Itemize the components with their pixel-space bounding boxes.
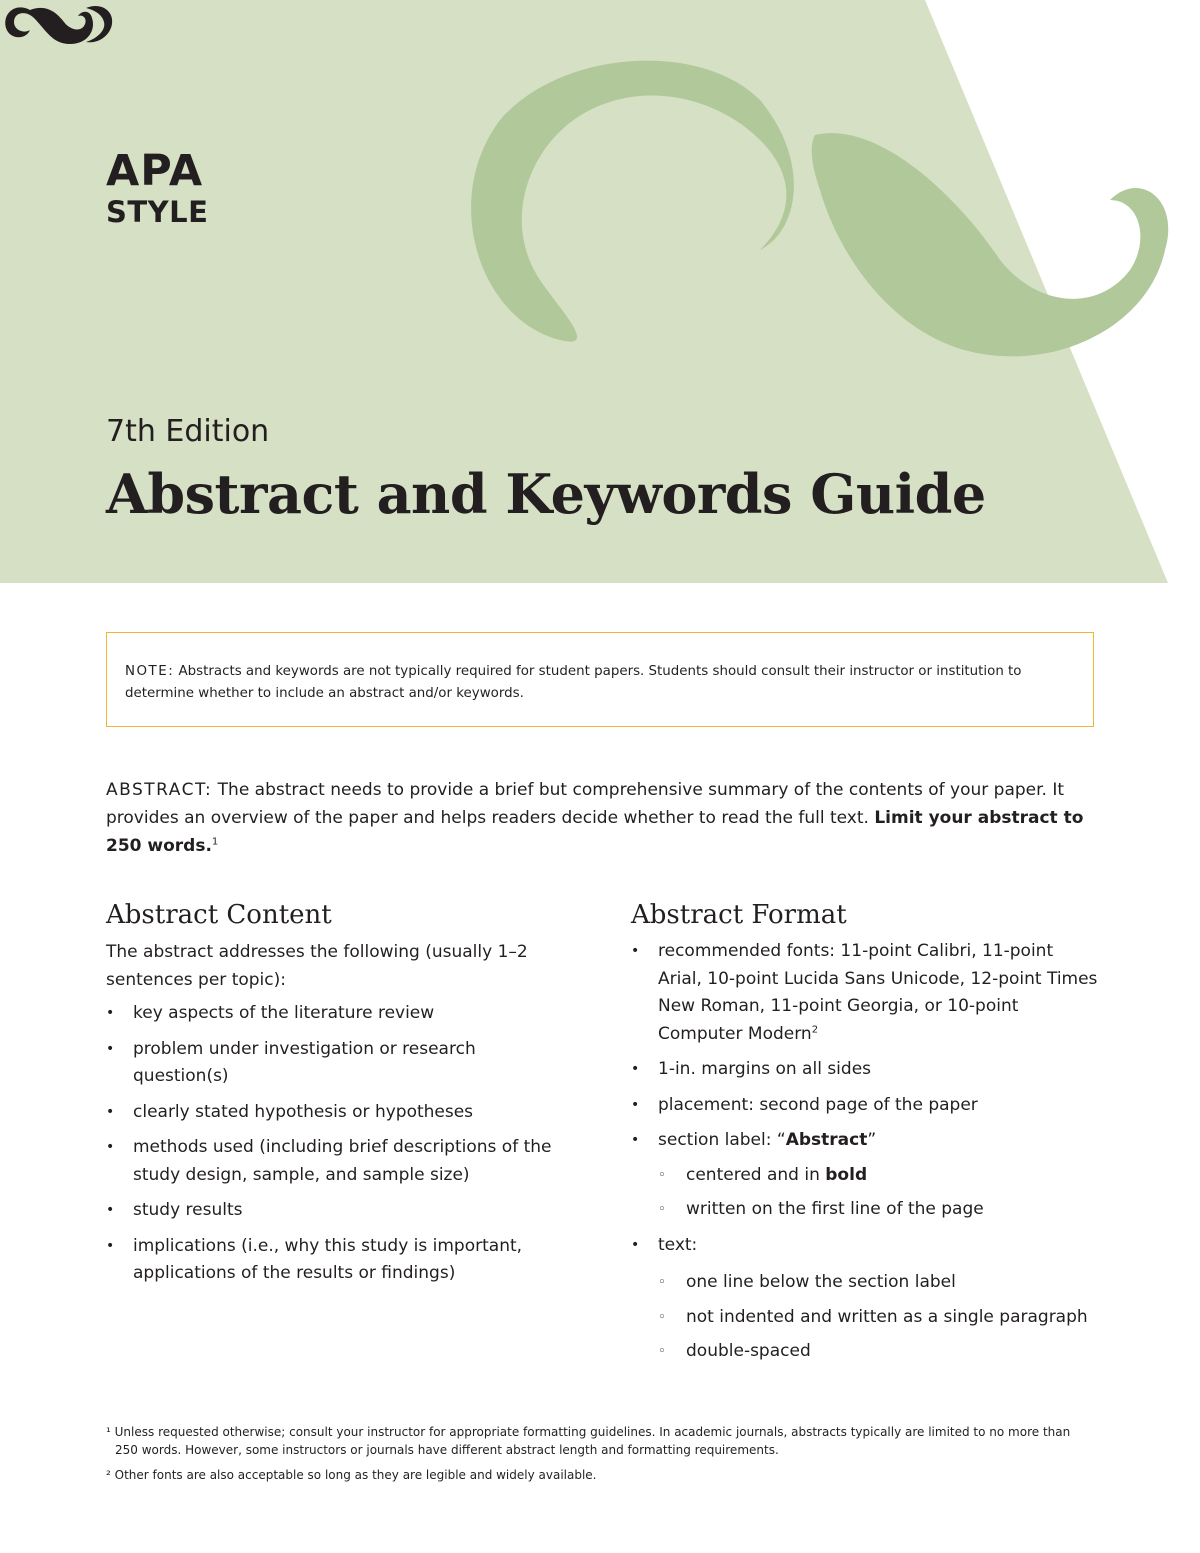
abstract-format-section [631,898,1101,1374]
note-text: Abstracts and keywords are not typically required for student papers. Students should consult their instructor or institution to determine whether to include an abstract and/or keywords. [125,664,1022,701]
centered-text: centered and in [686,1164,826,1185]
list-item: • methods used (including brief descriptions of the study design, sample, and sample size) [106,1134,576,1189]
abstract-word-limit: Limit your abstract to 250 words. [106,808,1084,856]
footnote-1 [106,1424,1096,1459]
list-item-section-label [631,1127,1101,1224]
hero-banner [0,0,1200,600]
list-item-margins: • 1-in. margins on all sides [631,1056,1101,1084]
abstract-content-lead: The abstract addresses the following (usually 1–2 sentences per topic): [106,942,528,990]
footnote-ref-2: 2 [811,1023,819,1035]
text-label: text: [658,1234,698,1255]
abstract-format-list [631,938,1101,1366]
footnote-2-text: Other fonts are also acceptable so long as they are legible and widely available. [114,1468,597,1482]
abstract-text: The abstract needs to provide a brief but comprehensive summary of the contents of your paper. It provides an overview of the paper and helps readers decide whether to read the full text. [106,780,1065,828]
footnote-1-line2: 250 words. However, some instructors or journals have different abstract length and formatting requirements. [115,1442,779,1457]
section-label-suffix: ” [867,1130,877,1150]
note-box [106,632,1094,727]
sub-list-item: ◦ double-spaced [658,1338,1101,1366]
apa-swirl-icon [0,0,116,50]
logo-apa-text: APA [106,146,204,196]
sub-list-item: ◦ one line below the section label [658,1269,1101,1297]
list-item: • clearly stated hypothesis or hypotheses [106,1099,576,1127]
edition-label: 7th Edition [106,414,270,449]
abstract-format-heading: Abstract Format [631,900,847,930]
abstract-label: ABSTRACT: [106,780,213,800]
abstract-intro [106,776,1106,860]
footnotes [106,1424,1096,1493]
footnote-1-line1: Unless requested otherwise; consult your instructor for appropriate formatting guidelines. In academic journals, abstracts typically are limited to no more than [114,1425,1071,1439]
footnote-1-mark: ¹ [106,1425,111,1439]
section-label-prefix: section label: “ [658,1130,786,1150]
logo-style-text: STYLE [106,195,209,229]
fonts-text: recommended fonts: 11-point Calibri, 11-point Arial, 10-point Lucida Sans Unicode, 12-point Times New Roman, 11-point Georgia, or 10-point Computer Modern [658,941,1098,1044]
list-item: • problem under investigation or research question(s) [106,1036,576,1091]
footnote-ref-1: 1 [211,836,219,848]
footnote-2-mark: ² [106,1468,111,1482]
text-sublist [658,1269,1101,1366]
abstract-content-list [106,1000,576,1288]
sub-list-item: ◦ written on the first line of the page [658,1196,1101,1224]
footnote-2 [106,1467,1096,1485]
sub-list-item [658,1162,1101,1190]
abstract-content-heading: Abstract Content [106,900,332,930]
note-label: NOTE: [125,664,175,679]
page-title: Abstract and Keywords Guide [106,462,986,526]
list-item-placement: • placement: second page of the paper [631,1092,1101,1120]
list-item-fonts [631,938,1101,1048]
abstract-content-section [106,898,576,1296]
list-item: • key aspects of the literature review [106,1000,576,1028]
bold-text: bold [825,1164,868,1185]
list-item: • implications (i.e., why this study is important, applications of the results or findings) [106,1233,576,1288]
section-label-sublist [658,1162,1101,1224]
section-label-bold: Abstract [785,1130,868,1150]
list-item: • study results [106,1197,576,1225]
sub-list-item: ◦ not indented and written as a single paragraph [658,1304,1101,1332]
list-item-text [631,1232,1101,1366]
